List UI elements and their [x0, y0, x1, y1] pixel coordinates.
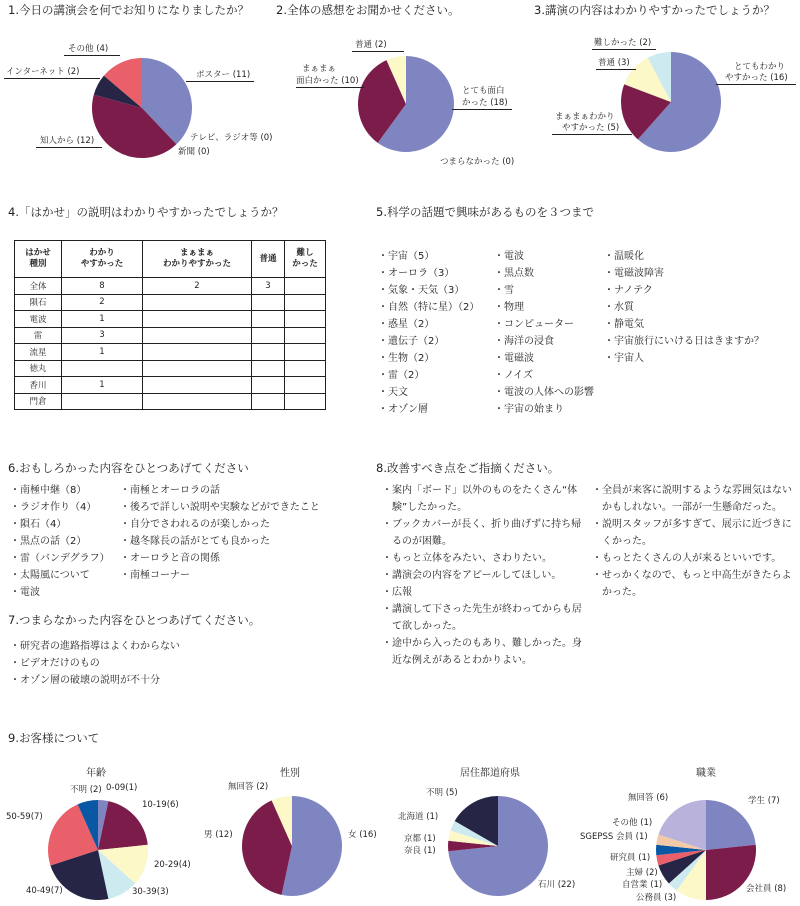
- pref-chart-title: 居住都道府県: [460, 768, 520, 779]
- q4-table-header-row: [15, 241, 326, 278]
- table-cell: 隕石: [15, 294, 62, 311]
- q3-leader-very: [716, 84, 796, 85]
- table-cell: [252, 311, 285, 328]
- q3-title: 3.講演の内容はわかりやすかったでしょうか？: [534, 3, 775, 17]
- list-item: ・ 研究者の進路指導はよくわからない: [10, 638, 180, 655]
- list-item: ・ 自分でさわれるのが楽しかった: [120, 516, 320, 533]
- table-cell: [252, 393, 285, 410]
- table-cell: 1: [62, 311, 143, 328]
- list-item: ・ 静電気: [604, 316, 764, 333]
- table-cell: 電波: [15, 311, 62, 328]
- q2-pie-chart: [356, 54, 456, 154]
- q8-title: 8.改善すべき点をご指摘ください。: [376, 461, 560, 475]
- age-chart-title: 年齢: [86, 768, 106, 779]
- list-item: ・ 南極中継（8）: [10, 482, 110, 499]
- list-item: ・ ラジオ作り（4）: [10, 499, 110, 516]
- table-cell: [252, 377, 285, 394]
- q3-pie-chart: [621, 52, 721, 152]
- sex-label-female: 女 (16): [348, 830, 377, 840]
- table-cell: 2: [143, 278, 252, 295]
- sex-chart-title: 性別: [280, 768, 300, 779]
- q1-label-friend: 知人から (12): [40, 136, 95, 146]
- list-item: ・ ビデオだけのもの: [10, 655, 180, 672]
- list-item: ・ 雪: [494, 282, 594, 299]
- pref-label-unknown: 不明 (5): [426, 788, 458, 798]
- age-label-unknown: 不明 (2): [70, 785, 102, 795]
- q2-label-boring: つまらなかった (0): [440, 157, 515, 167]
- table-cell: 2: [62, 294, 143, 311]
- pref-label-nara: 奈良 (1): [404, 846, 436, 856]
- table-cell: [285, 377, 326, 394]
- table-row: [15, 377, 326, 394]
- q4-header-easy: [62, 241, 143, 278]
- q5-list-col2: [494, 248, 594, 418]
- table-cell: 門倉: [15, 393, 62, 410]
- q4-header-normal: [252, 241, 285, 278]
- table-cell: [285, 360, 326, 377]
- q4-header-difficult: [285, 241, 326, 278]
- age-label-30: 30-39(3): [132, 887, 169, 897]
- list-item: ・ 南極コーナー: [120, 567, 320, 584]
- q1-label-newspaper: 新聞 (0): [178, 147, 210, 157]
- list-item: ・ 遺伝子（2）: [378, 333, 479, 350]
- sex-pie-chart: [242, 796, 342, 896]
- table-cell: [143, 294, 252, 311]
- table-row: [15, 294, 326, 311]
- q1-leader-other: [64, 55, 120, 56]
- list-item: ・ 自然（特に星）（2）: [378, 299, 479, 316]
- q2-label-very-1: とても面白: [462, 86, 505, 96]
- q4-header-soso-l2: わかりやすかった: [162, 259, 231, 269]
- table-cell: 雷: [15, 327, 62, 344]
- list-item: ・ 太陽風について: [10, 567, 110, 584]
- list-item: ・ 南極とオーロラの話: [120, 482, 320, 499]
- q2-title: 2.全体の感想をお聞かせください。: [276, 3, 460, 17]
- q1-label-poster: ポスター (11): [196, 70, 251, 80]
- table-cell: 香川: [15, 377, 62, 394]
- list-item: ・ コンピューター: [494, 316, 594, 333]
- q8-list-col2: [592, 482, 792, 601]
- table-cell: 1: [62, 377, 143, 394]
- list-item: ・ 電波: [494, 248, 594, 265]
- q5-list-col1: [378, 248, 479, 418]
- table-cell: [62, 360, 143, 377]
- q2-label-normal: 普通 (2): [355, 40, 387, 50]
- q1-label-internet: インターネット (2): [6, 67, 80, 77]
- table-cell: [285, 294, 326, 311]
- list-item: ・ 途中から入ったのもあり、難しかった。身近な例えがあるとわかりよい。: [382, 635, 582, 669]
- list-item: ・ 隕石（4）: [10, 516, 110, 533]
- q2-label-soso-1: まぁまぁ: [302, 64, 337, 74]
- q7-list: [10, 638, 180, 689]
- pie-slice: [706, 800, 756, 850]
- job-label-house: 主婦 (2): [626, 868, 658, 878]
- list-item: ・ 黒点数: [494, 265, 594, 282]
- table-cell: 全体: [15, 278, 62, 295]
- table-cell: [252, 327, 285, 344]
- list-item: ・ ブックカバーが長く、折り曲げずに持ち帰るのが困難。: [382, 516, 582, 550]
- list-item: ・ 海洋の浸食: [494, 333, 594, 350]
- table-cell: [252, 360, 285, 377]
- list-item: ・ 説明スタッフが多すぎて、展示に近づきにくかった。: [592, 516, 792, 550]
- list-item: ・ 生物（2）: [378, 350, 479, 367]
- q1-leader-poster: [186, 81, 254, 82]
- q4-header-difficult-l2: かった: [292, 259, 318, 269]
- list-item: ・ 全員が来客に説明するような雰囲気はないかもしれない。一部が一生懸命だった。: [592, 482, 792, 516]
- job-label-office: 会社員 (8): [746, 884, 787, 894]
- table-row: [15, 393, 326, 410]
- table-cell: [143, 311, 252, 328]
- table-cell: 8: [62, 278, 143, 295]
- list-item: ・ 講演して下さった先生が終わってからも居て欲しかった。: [382, 601, 582, 635]
- pref-label-kyoto: 京都 (1): [404, 834, 436, 844]
- q4-header-type: [15, 241, 62, 278]
- q3-label-difficult: 難しかった (2): [594, 38, 652, 48]
- table-cell: [252, 344, 285, 361]
- q4-header-soso: [143, 241, 252, 278]
- table-cell: [143, 344, 252, 361]
- table-cell: 3: [62, 327, 143, 344]
- list-item: ・ 後ろで詳しい説明や実験などができたこと: [120, 499, 320, 516]
- list-item: ・ 物理: [494, 299, 594, 316]
- q1-label-tv: テレビ、ラジオ等 (0): [190, 133, 273, 143]
- q3-leader-normal: [596, 69, 636, 70]
- list-item: ・ 天文: [378, 384, 479, 401]
- q6-list-col2: [120, 482, 320, 584]
- job-label-sgepss: SGEPSS 会員 (1): [580, 832, 648, 842]
- q2-leader-very: [452, 109, 512, 110]
- list-item: ・ 広報: [382, 584, 582, 601]
- list-item: ・ 宇宙旅行にいける日はきますか？: [604, 333, 764, 350]
- q3-leader-soso: [552, 134, 632, 135]
- list-item: ・ 雷（バンデグラフ）: [10, 550, 110, 567]
- table-cell: [285, 278, 326, 295]
- q3-leader-difficult: [592, 49, 656, 50]
- list-item: ・ 電波の人体への影響: [494, 384, 594, 401]
- list-item: ・ ナノテク: [604, 282, 764, 299]
- list-item: ・ 雷（2）: [378, 367, 479, 384]
- q2-label-very-2: かった (18): [462, 98, 508, 108]
- q4-header-easy-l1: わかり: [89, 248, 115, 258]
- q1-title: 1.今日の講演会を何でお知りになりましたか？: [8, 3, 249, 17]
- q7-title: 7.つまらなかった内容をひとつあげてください。: [8, 613, 261, 627]
- list-item: ・ 案内「ボード」以外のものをたくさん“体験”したかった。: [382, 482, 582, 516]
- list-item: ・ 惑星（2）: [378, 316, 479, 333]
- q4-header-normal-l1: 普通: [259, 253, 277, 264]
- q3-label-normal: 普通 (3): [598, 58, 630, 68]
- q3-label-very-2: やすかった (16): [725, 73, 788, 83]
- list-item: ・ オゾン層の破壊の説明が不十分: [10, 672, 180, 689]
- list-item: ・ もっと立体をみたい、さわりたい。: [382, 550, 582, 567]
- job-chart-title: 職業: [696, 768, 716, 779]
- table-row: [15, 311, 326, 328]
- table-row: [15, 360, 326, 377]
- table-cell: [143, 327, 252, 344]
- list-item: ・ 越冬隊長の話がとても良かった: [120, 533, 320, 550]
- q9-title: 9.お客様について: [8, 731, 100, 745]
- job-label-other: その他 (1): [612, 818, 653, 828]
- table-cell: [143, 360, 252, 377]
- q3-label-soso-2: やすかった (5): [562, 123, 620, 133]
- table-cell: [285, 311, 326, 328]
- age-label-0: 0-09(1): [106, 783, 138, 793]
- age-label-40: 40-49(7): [26, 886, 63, 896]
- pref-pie-chart: [448, 796, 548, 896]
- job-label-research: 研究員 (1): [610, 853, 651, 863]
- q2-leader-soso: [296, 87, 364, 88]
- table-cell: [285, 344, 326, 361]
- job-pie-chart: [656, 800, 756, 900]
- table-cell: [252, 294, 285, 311]
- table-cell: 3: [252, 278, 285, 295]
- list-item: ・ ノイズ: [494, 367, 594, 384]
- table-cell: [285, 327, 326, 344]
- table-row: [15, 344, 326, 361]
- q2-label-soso-2: 面白かった (10): [296, 76, 359, 86]
- q4-header-difficult-l1: 難し: [296, 248, 314, 258]
- list-item: ・ 電磁波: [494, 350, 594, 367]
- q6-title: 6.おもしろかった内容をひとつあげてください: [8, 461, 249, 475]
- list-item: ・ 電磁波障害: [604, 265, 764, 282]
- job-label-self: 自営業 (1): [622, 880, 663, 890]
- list-item: ・ 宇宙の始まり: [494, 401, 594, 418]
- sex-label-none: 無回答 (2): [228, 782, 269, 792]
- table-cell: 徳丸: [15, 360, 62, 377]
- list-item: ・ 気象・天気（3）: [378, 282, 479, 299]
- q2-leader-normal: [352, 51, 404, 52]
- pref-label-ishikawa: 石川 (22): [538, 880, 576, 890]
- list-item: ・ 講演会の内容をアピールしてほしい。: [382, 567, 582, 584]
- age-label-10: 10-19(6): [142, 800, 179, 810]
- job-label-student: 学生 (7): [748, 796, 780, 806]
- sex-label-male: 男 (12): [204, 830, 233, 840]
- list-item: ・ オゾン層: [378, 401, 479, 418]
- q4-header-type-l1: はかせ: [25, 248, 51, 258]
- q3-label-soso-1: まぁまぁわかり: [555, 112, 615, 122]
- q4-header-type-l2: 種別: [29, 259, 47, 269]
- q4-header-easy-l2: やすかった: [80, 259, 124, 269]
- q1-leader-friend: [36, 147, 102, 148]
- job-label-none: 無回答 (6): [628, 793, 669, 803]
- q5-title: 5.科学の話題で興味があるものを３つまで: [376, 205, 594, 219]
- q8-list-col1: [382, 482, 582, 669]
- table-cell: 1: [62, 344, 143, 361]
- job-label-civil: 公務員 (3): [636, 893, 677, 903]
- q5-list-col3: [604, 248, 764, 367]
- pref-label-hokkaido: 北海道 (1): [398, 812, 439, 822]
- list-item: ・ オーロラと音の関係: [120, 550, 320, 567]
- list-item: ・ 温暖化: [604, 248, 764, 265]
- list-item: ・ 宇宙（5）: [378, 248, 479, 265]
- list-item: ・ オーロラ（3）: [378, 265, 479, 282]
- list-item: ・ 宇宙人: [604, 350, 764, 367]
- list-item: ・ もっとたくさんの人が来るといいです。: [592, 550, 792, 567]
- table-cell: 流星: [15, 344, 62, 361]
- q6-list-col1: [10, 482, 110, 601]
- age-label-50: 50-59(7): [6, 812, 43, 822]
- table-cell: [143, 393, 252, 410]
- table-cell: [62, 393, 143, 410]
- q1-pie-chart: [92, 58, 192, 158]
- q3-label-very-1: とてもわかり: [734, 62, 786, 72]
- table-row: [15, 327, 326, 344]
- q4-header-soso-l1: まぁまぁ: [179, 248, 214, 258]
- table-cell: [143, 377, 252, 394]
- table-cell: [285, 393, 326, 410]
- list-item: ・ 黒点の話（2）: [10, 533, 110, 550]
- table-row: [15, 278, 326, 295]
- list-item: ・ せっかくなので、もっと中高生がきたらよかった。: [592, 567, 792, 601]
- q1-leader-internet: [4, 78, 100, 79]
- q1-label-other: その他 (4): [68, 44, 109, 54]
- age-pie-chart: [48, 800, 148, 900]
- q4-table: [14, 240, 326, 410]
- age-label-20: 20-29(4): [154, 860, 191, 870]
- list-item: ・ 電波: [10, 584, 110, 601]
- q4-title: 4.「はかせ」の説明はわかりやすかったでしょうか？: [8, 205, 284, 219]
- list-item: ・ 水質: [604, 299, 764, 316]
